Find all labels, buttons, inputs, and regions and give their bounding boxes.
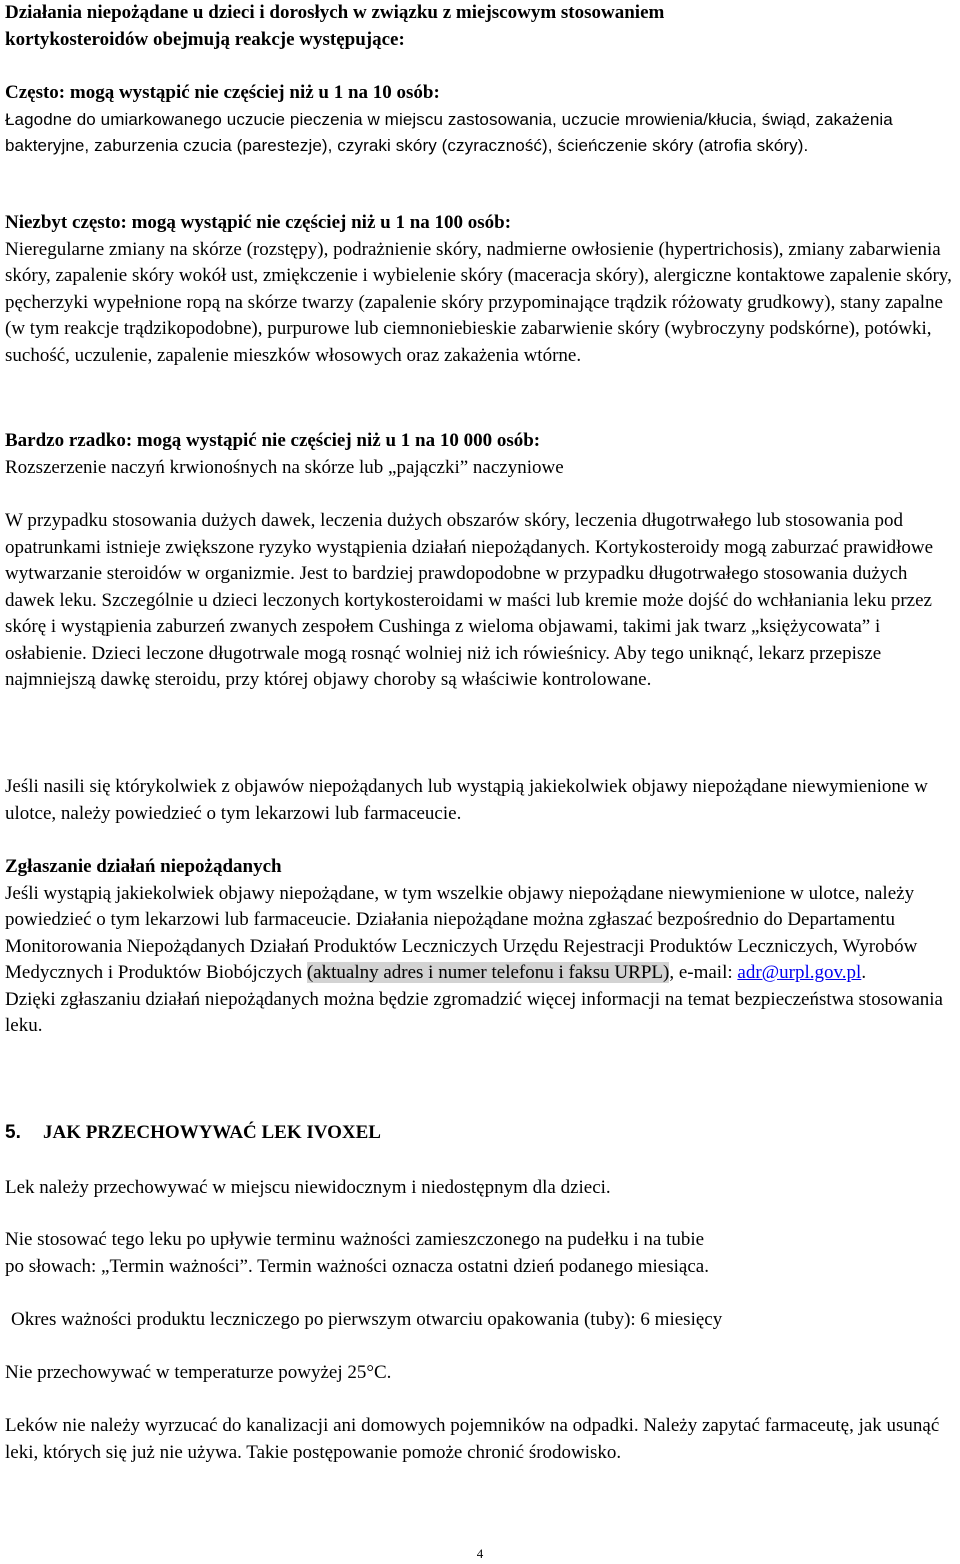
page-number: 4 <box>476 1546 484 1561</box>
disposal-paragraph <box>5 1413 955 1466</box>
tell-doctor-paragraph <box>5 774 955 827</box>
intro-line-1: Działania niepożądane u dzieci i dorosłych w związku z miejscowym stosowaniem <box>5 2 665 23</box>
temperature-paragraph <box>5 1360 955 1387</box>
storage-children-paragraph <box>5 1175 955 1202</box>
very-rare-heading: Bardzo rzadko: mogą wystąpić nie częściej niż u 1 na 10 000 osób: <box>5 430 541 451</box>
very-rare-section <box>5 428 955 481</box>
reporting-heading: Zgłaszanie działań niepożądanych <box>5 856 282 877</box>
reporting-section <box>5 854 955 1040</box>
shelf-life-text: Okres ważności produktu leczniczego po pierwszym otwarciu opakowania (tuby): 6 miesięcy <box>11 1309 723 1330</box>
email-suffix: . <box>861 962 867 983</box>
often-text: Łagodne do umiarkowanego uczucie pieczenia w miejscu zastosowania, uczucie mrowienia/kłucia, świąd, zakażenia bakteryjne, zaburzenia czucia (parestezje), czyraki skóry (czyraczność), ścieńczenie skóry (atrofia skóry). <box>5 109 893 155</box>
very-rare-text: Rozszerzenie naczyń krwionośnych na skórze lub „pajączki” naczyniowe <box>5 456 564 478</box>
reporting-paragraph <box>5 881 955 987</box>
high-dose-paragraph <box>5 508 955 694</box>
uncommon-text: Nieregularne zmiany na skórze (rozstępy), podrażnienie skóry, nadmierne owłosienie (hypertrichosis), zmiany zabarwienia skóry, zapalenie skóry wokół ust, zmiękczenie i wybielenie skóry (maceracja skóry), alergiczne kontaktowe zapalenie skóry, pęcherzyki wypełnione ropą na skórze twarzy (zapalenie skóry przypominające trądzik różowaty grudkowy), stany zapalne (w tym reakcje trądzikopodobne), purpurowe lub ciemnoniebieskie zabarwienie skóry (wybroczyny podskórne), potówki, suchość, uczulenie, zapalenie mieszków włosowych oraz zakażenia wtórne. <box>5 238 952 366</box>
reporting-benefit-text: Dzięki zgłaszaniu działań niepożądanych można będzie zgromadzić więcej informacji na temat bezpieczeństwa stosowania leku. <box>5 988 943 1036</box>
shelf-life-paragraph <box>11 1307 960 1334</box>
intro-line-2: kortykosteroidów obejmują reakcje występujące: <box>5 28 405 50</box>
tell-doctor-text: Jeśli nasili się którykolwiek z objawów niepożądanych lub wystąpią jakiekolwiek objawy niepożądane niewymienione w ulotce, należy powiedzieć o tym lekarzowi lub farmaceucie. <box>5 776 928 824</box>
often-heading: Często: mogą wystąpić nie częściej niż u 1 na 10 osób: <box>5 82 440 103</box>
disposal-text: Leków nie należy wyrzucać do kanalizacji ani domowych pojemników na odpadki. Należy zapytać farmaceutę, jak usunąć leki, których się już nie używa. Takie postępowanie pomoże chronić środowisko. <box>5 1415 940 1463</box>
intro-paragraph <box>5 0 955 53</box>
often-section <box>5 80 955 160</box>
expiry-paragraph <box>5 1227 955 1280</box>
email-link[interactable]: adr@urpl.gov.pl <box>737 962 862 983</box>
expiry-line-2: po słowach: „Termin ważności”. Termin ważności oznacza ostatni dzień podanego miesiąca. <box>5 1255 709 1277</box>
section-5-heading <box>5 1120 955 1147</box>
uncommon-section <box>5 210 955 369</box>
section-5-number: 5. <box>5 1122 21 1143</box>
storage-children-text: Lek należy przechowywać w miejscu niewidocznym i niedostępnym dla dzieci. <box>5 1177 611 1198</box>
urpl-contact-highlight: (aktualny adres i numer telefonu i faksu URPL) <box>306 962 670 983</box>
email-prefix: , e-mail: <box>669 962 738 983</box>
temperature-text: Nie przechowywać w temperaturze powyżej 25°C. <box>5 1362 392 1383</box>
section-5-title: JAK PRZECHOWYWAĆ LEK IVOXEL <box>43 1122 381 1143</box>
expiry-line-1: Nie stosować tego leku po upływie terminu ważności zamieszczonego na pudełku i na tubie <box>5 1229 705 1250</box>
reporting-text: Jeśli wystąpią jakiekolwiek objawy niepożądane, w tym wszelkie objawy niepożądane niewymienione w ulotce, należy powiedzieć o tym lekarzowi lub farmaceucie. Działania niepożądane można zgłaszać bezpośrednio do Departamentu Monitorowania Niepożądanych Działań Produktów Leczniczych Urzędu Rejestracji Produktów Leczniczych, Wyrobów Medycznych i Produktów Biobójczych <box>5 882 918 983</box>
uncommon-heading: Niezbyt często: mogą wystąpić nie częściej niż u 1 na 100 osób: <box>5 212 512 233</box>
high-dose-text: W przypadku stosowania dużych dawek, leczenia dużych obszarów skóry, leczenia długotrwałego lub stosowania pod opatrunkami istnieje zwiększone ryzyko wystąpienia działań niepożądanych. Kortykosteroidy mogą zaburzać prawidłowe wytwarzanie steroidów w organizmie. Jest to bardziej prawdopodobne w przypadku długotrwałego stosowania dużych dawek leku. Szczególnie u dzieci leczonych kortykosteroidami w maści lub kremie może dojść do wchłaniania leku przez skórę i wystąpienia zaburzeń zwanych zespołem Cushinga z wieloma objawami, takimi jak twarz „księżycowata” i osłabienie. Dzieci leczone długotrwale mogą rosnąć wolniej niż ich rówieśnicy. Aby tego uniknąć, lekarz przepisze najmniejszą dawkę steroidu, przy której objawy choroby są właściwie kontrolowane. <box>5 510 934 690</box>
